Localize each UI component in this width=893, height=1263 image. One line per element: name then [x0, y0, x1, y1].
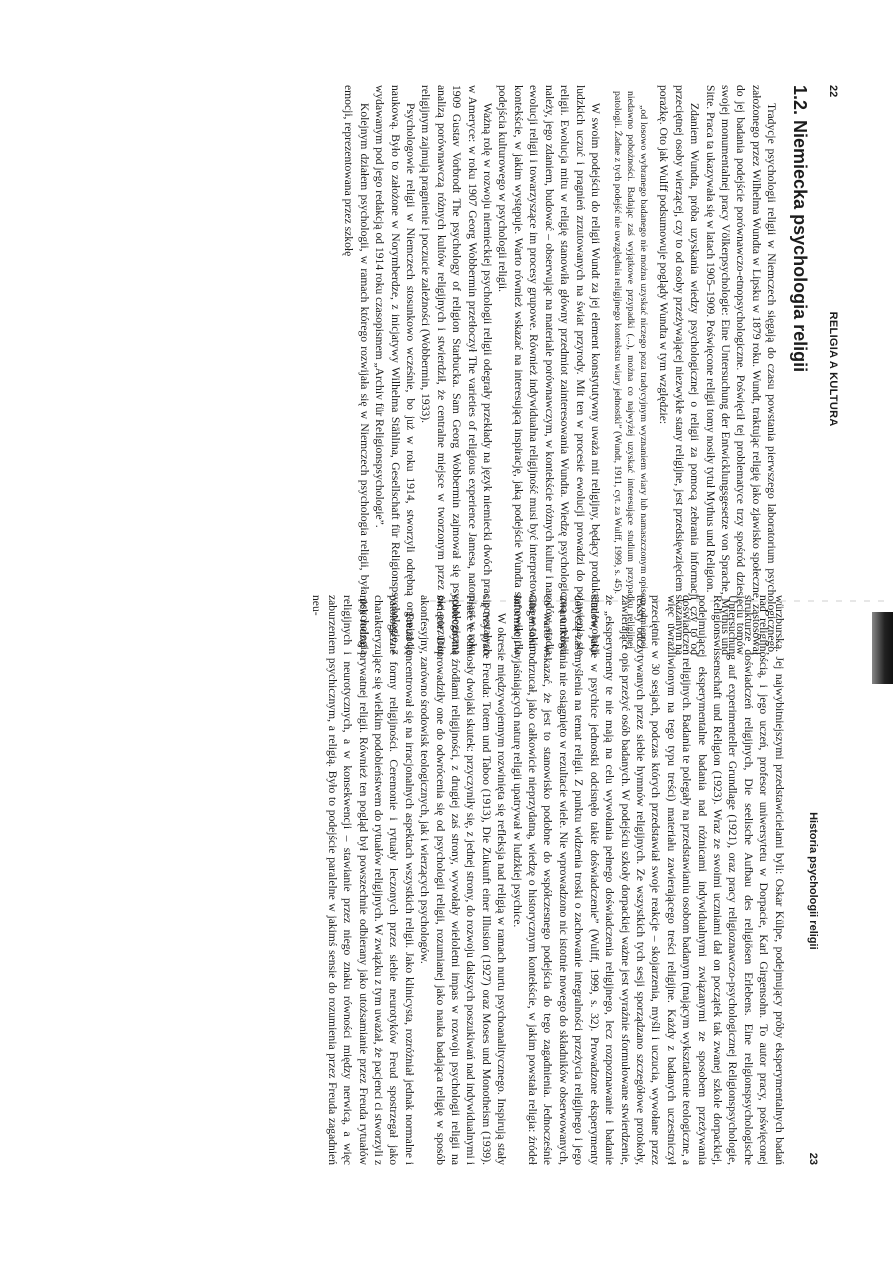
left-running-head [825, 85, 840, 655]
paragraph: Ważną rolę w rozwoju niemieckiej psychologii religii odegrały przekłady na język niemiecki dwóch prac powstałych w Ameryce: w roku 1907 Georg Wobbermin przetłoczył The varieties of religious experience Jamesa, natomiast w roku 1909 Gustav Vorbrodt The psychology of religion Starbucka. Sam Georg Wobbermin zajmował się psychologiczną analizą porównawczą różnych kultów religijnych i stwierdził, że centralne miejsce w tworzonym przez nie porzuciu religijnym zajmują pragnienie i poczucie zależności (Wobbermin, 1933). [419, 85, 495, 655]
section-title: 1.2. Niemiecka psychologia religii [789, 85, 810, 373]
paragraph: Psychologowie religii w Niemczech stosunkowo wcześnie, bo już w roku 1914, stworzyli odrębną organizację naukową. Było to założone w Norymberdze, z inicjatywy Wilhelma Stählina, Gesellschaft für Religionspsychologie, z wydawanym pod jego redakcją od 1914 roku czasopismem „Archiv für Religionspsychologie”. [373, 85, 418, 655]
paragraph: würzburską. Jej najwybitniejszymi przedstawicielami byli: Oskar Külpe, podejmujący próby eksperymentalnych badań nad religijnością, i jego uczeń, profesor uniwersytetu w Dorpacie, Karl Girgensohn. To autor pracy, poświęconej strukturze doświadczeń religijnych, Die seelische Aufbau des religiösen Erlebens. Eine religionspsychologische Untersuchung auf experimenteller Grundlage (1921), oraz pracy religioznawczo-psychologicznej Religionspsychologie, Religionswissenschaft und Religion (1923). Wraz ze swoimi uczniami dał on początek tak zwanej szkole dorpackiej, podejmującej eksperymentalne badania nad różnicami indywidualnymi związanymi ze sposobem przeżywania doświadczeń religijnych. Badania te polegały na przedstawianiu osobom badanym (mającym wykształcenie teologiczne, a więc uwrażliwionym na tego typu treści) materiału zawierającego treści religijne. Każdy z badanych uczestniczył przeciętnie w 30 sesjach, podczas których przedstawiał swoje reakcje – skojarzenia, myśli i uczucia, wywołane przez teksty odczytywanych przez siebie hymnów religijnych. Ze wszystkich tych sesji sporządzano szczegółowe protokoły, zawierające opis przeżyć osób badanych. W podejściu szkoły dorpackiej ważne jest wyraźnie sformułowane stwierdzenie, że „eksperymenty te nie mają na celu wywołania pełnego doświadczenia religijnego, lecz rozpoznawanie i badanie śladów, jakie w psychice jednostki odcisnęło takie doświadczenie” (Wulff, 1999, s. 32). Prowadzone eksperymenty dotyczą zaś myślenia na temat religii. Z punktu widzenia troski o zachowanie integralności przeżycia religijnego i jego uwarunkowania nie osiągnięto w rezultacie wiele. Nie wprowadzono nic istotnie nowego do składników obserwowanych, co warto wskazać, że jest to stanowisko podobne do współczesnego podejścia do tego zagadnienia. Jednocześnie Girgensohn odrzucał, jako całkowicie nieprzydatną, wiedzę o historycznym kontekście, w jakim powstała religia: źródeł informacji wyjaśniających naturę religii upatrywał w ludzkiej psychice. [510, 595, 786, 1165]
paragraph: W okresie międzywojennym rozwinięta się refleksja nad religią w ramach nurtu psychoanalitycznego. Inspirują stały się trzy prace Freuda: Totem und Taboo (1913), Die Zukunft einer Illusion (1927) oraz Moses und Monotheism (1939). Prace te odniosły dwojaki skutek: przyczyniły się, z jednej strony, do rozwoju dalszych poszukiwań nad indywidualnymi i społecznymi źródłami religijności, z drugiej zaś strony, wywołały wieloletni impas w rozwoju psychologii religii na świecie. Doprowadziły one do odwrócenia się od psychologii religii, rozumianej jako nauka badająca religię w sposób akonfesyjny, zarówno środowisk teologicznych, jak i wierzących psychologów. [418, 595, 509, 1165]
paragraph: W swoim podejściu do religii Wundt za jej element konstytutywny uważa mit religijny, będący produktem ewolucji ludzkich uczuć i pragnień zrzutowanych na świat przyrody. Mit ten w procesie ewolucji prowadzi do pojawienia się religii. Ewolucja mitu w religię stanowiła główny przedmiot zainteresowania Wundta. Wiedzę psychologiczną o religii należy, jego zdaniem, budować – obserwując na materiale porównawczym, w kontekście różnych kultur i narodów, stadia ewolucji religii i towarzyszące im procesy grupowe. Również indywidualna religijność musi być interpretowana w takim kontekście, w jakim występuje. Warto również wskazać na interesującą inspirację, jaką podejście Wundta stanowiło dla podejścia kulturowego w psychologii religii. [496, 85, 602, 655]
right-page [40, 595, 820, 1165]
scanner-edge-shadow [872, 612, 893, 684]
right-page-number: 23 [807, 1152, 819, 1165]
left-running-title: RELIGIA A KULTURA [827, 311, 839, 427]
paragraph: Zdaniem Wundta, próba uzyskania wiedzy psychologicznej o religii za pomocą zebrania informacji czy to od przeciętnej osoby wierzącej, czy to od osoby przeżywającej niezwykłe stany religijne, jest przedsięwzięciem skazanym na porażkę. Oto jak Wulff podsumowuje poglądy Wundta w tym względzie: [657, 85, 702, 655]
paragraph: Tradycje psychologii religii w Niemczech sięgają do czasu powstania pierwszego laboratorium psychologicznego, założonego przez Wilhelma Wundta w Lipsku w 1879 roku. Wundt, traktując religię jako zjawisko społeczne, zastosował do jej badania podejście porównawczo-etnopsychologiczne. Poświęcił tej problematyce trzy spośród dziesięciu tomów swojej monumentalnej pracy Völkerpsychologie: Eine Untersuchung der Entwicklungsgesetze von Sprache, Mythus und Sitte. Praca ta ukazywała się w latach 1905–1909. Poświęcone religii tomy nosiły tytuł Mythus und Religion. [703, 85, 779, 655]
left-page-number: 22 [827, 85, 839, 98]
right-running-head [805, 595, 820, 1165]
paragraph: Kolejnym działem psychologii, w ramach którego rozwijała się w Niemczech psychologia religii, była psychologia emocji, reprezentowana przez szkołę [342, 85, 371, 655]
right-running-title: Historia psychologii religii [807, 812, 819, 950]
left-page [60, 85, 840, 655]
paragraph: Freud koncentrował się na irracjonalnych aspektach wszystkich religii. Jako klinicysta, rozróżniał jednak normalne i patologiczne formy religijności. Ceremonie i rytuały leczonych przez siebie neurotyków Freud spostrzegał jako charakteryzujące się wielkim podobieństwem do rytuałów religijnych. W związku z tym uważał, że pacjenci ci stworzyli z nich rodzaj prywatnej religii. Również ten pogląd był powszechnie odbierany jako utożsamianie przez Freuda rytuałów religijnych i neurotycznych, a w konsekwencji – stawianie przez niego znaku równości między nerwicą, a więc zaburzeniem psychicznym, a religią. Było to podejście paralelne w jakimś sensie do rozumienia przez Freuda zagadnień neu- [310, 595, 416, 1165]
block-quote: „od losowo wybranego badanego nie można uzyskać niczego poza tradycyjnym wyznaniem wiary lub namaszczonym opisem odmiennej niedawno pobożności. Badając zaś wyjątkowe przypadki (...), można co najwyżej uzyskać interesujące studium przypadku religijnej patologii. Żadne z tych podejść nie uwzględnia religijnego kontekstu wiary jednostki” (Wundt, 1911, cyt. za Wulff, 1999, s. 45). [611, 91, 649, 649]
